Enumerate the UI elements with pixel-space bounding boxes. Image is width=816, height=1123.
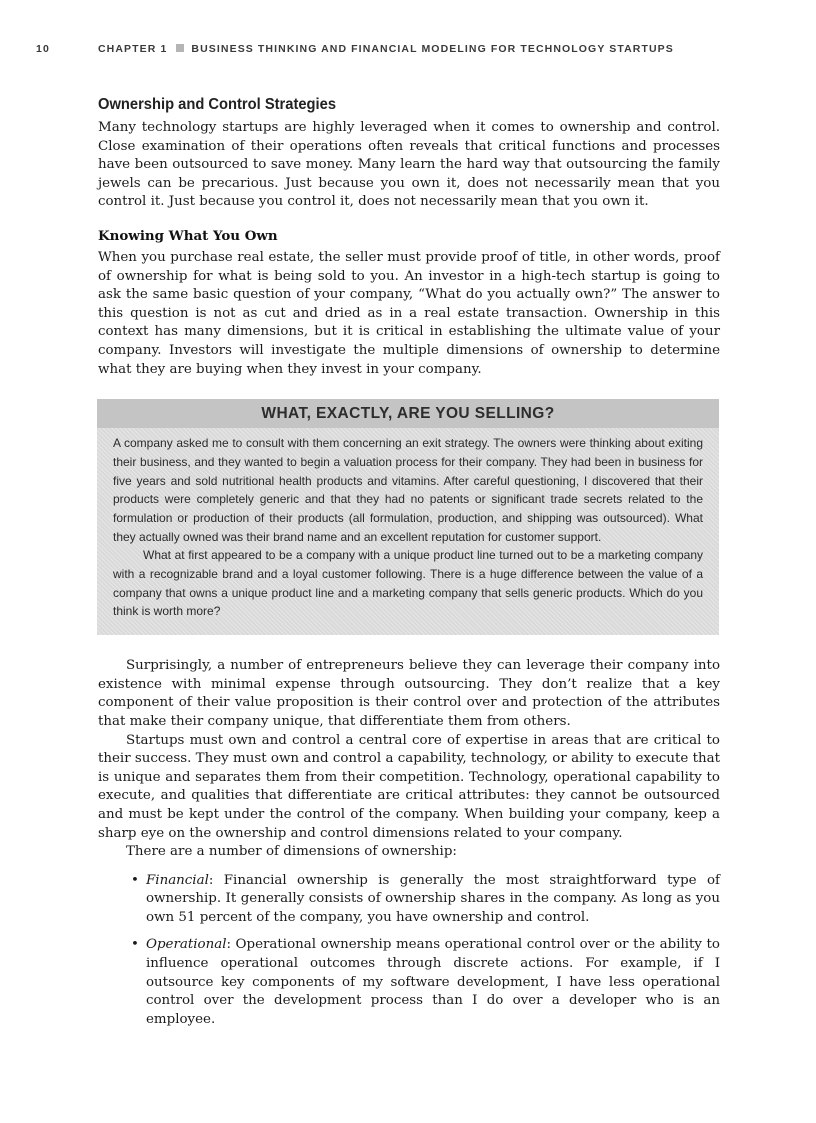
page-number: 10 <box>36 43 50 55</box>
bullet-icon: • <box>131 872 139 888</box>
chapter-label: CHAPTER 1 <box>98 43 168 55</box>
sidebar-paragraph: What at first appeared to be a company with a unique product line turned out to be a marketing company with a recognizable brand and a loyal customer following. There is a huge difference between the value of a company that owns a unique product line and a marketing company that sells generic products. Which do you think is worth more? <box>113 548 703 619</box>
dimensions-list <box>98 872 720 1030</box>
body-text <box>98 657 720 862</box>
running-head <box>36 43 776 55</box>
list-item <box>131 872 720 928</box>
body-paragraph: Surprisingly, a number of entrepreneurs believe they can leverage their company into existence with minimal expense through outsourcing. They don’t realize that a key component of their value proposition is their control over and protection of the attributes that make their company unique, that differentiate them from others. <box>98 658 720 729</box>
list-item <box>131 936 720 1029</box>
subsection-heading: Knowing What You Own <box>98 227 278 244</box>
list-item-text: : Financial ownership is generally the most straightforward type of ownership. It generally consists of ownership shares in the company. As long as you own 51 percent of the company, you have ownership and control. <box>146 872 720 925</box>
sidebar-box <box>97 399 719 635</box>
square-separator-icon <box>176 44 184 52</box>
page-content <box>98 96 720 1038</box>
list-item-term: Financial <box>146 872 209 888</box>
list-item-term: Operational <box>146 937 227 953</box>
section-paragraph: Many technology startups are highly leveraged when it comes to ownership and control. Close examination of their operations often reveals that critical functions and processes have been outsourced to save money. Many learn the hard way that outsourcing the family jewels can be precarious. Just because you own it, does not necessarily mean that you control it. Just because you control it, does not necessarily mean that you own it. <box>98 120 720 210</box>
section-heading: Ownership and Control Strategies <box>98 96 337 113</box>
bullet-icon: • <box>131 937 139 953</box>
sidebar-paragraph: A company asked me to consult with them concerning an exit strategy. The owners were thinking about exiting their business, and they wanted to begin a valuation process for their company. They had been in business for five years and sold nutritional health products and vitamins. After careful questioning, I discovered that their products were completely generic and that they had no patents or significant trade secrets related to the formulation or production of their products (all formulation, production, and shipping was outsourced). What they actually owned was their brand name and an excellent reputation for customer support. <box>113 436 703 544</box>
sidebar-title: WHAT, EXACTLY, ARE YOU SELLING? <box>97 399 719 428</box>
subsection-paragraph: When you purchase real estate, the seller must provide proof of title, in other words, proof of ownership for what is being sold to you. An investor in a high-tech startup is going to ask the same basic question of your company, “What do you actually own?” The answer to this question is not as cut and dried as in a real estate transaction. Ownership in this context has many dimensions, but it is critical in establishing the ultimate value of your company. Investors will investigate the multiple dimensions of ownership to determine what they are buying when they invest in your company. <box>98 249 720 377</box>
body-paragraph: There are a number of dimensions of ownership: <box>126 844 457 860</box>
list-item-text: : Operational ownership means operational control over or the ability to influence operational outcomes through discrete actions. For example, if I outsource key components of my software development, I have less operational control over the development process than I do over a developer who is an employee. <box>146 937 720 1027</box>
book-title: BUSINESS THINKING AND FINANCIAL MODELING FOR TECHNOLOGY STARTUPS <box>191 43 674 55</box>
body-paragraph: Startups must own and control a central core of expertise in areas that are critical to their success. They must own and control a capability, technology, or ability to execute that is unique and separates them from their competition. Technology, operational capability to execute, and qualities that differentiate are critical attributes: they cannot be outsourced and must be kept under the control of the company. When building your company, keep a sharp eye on the ownership and control dimensions related to your company. <box>98 732 720 841</box>
